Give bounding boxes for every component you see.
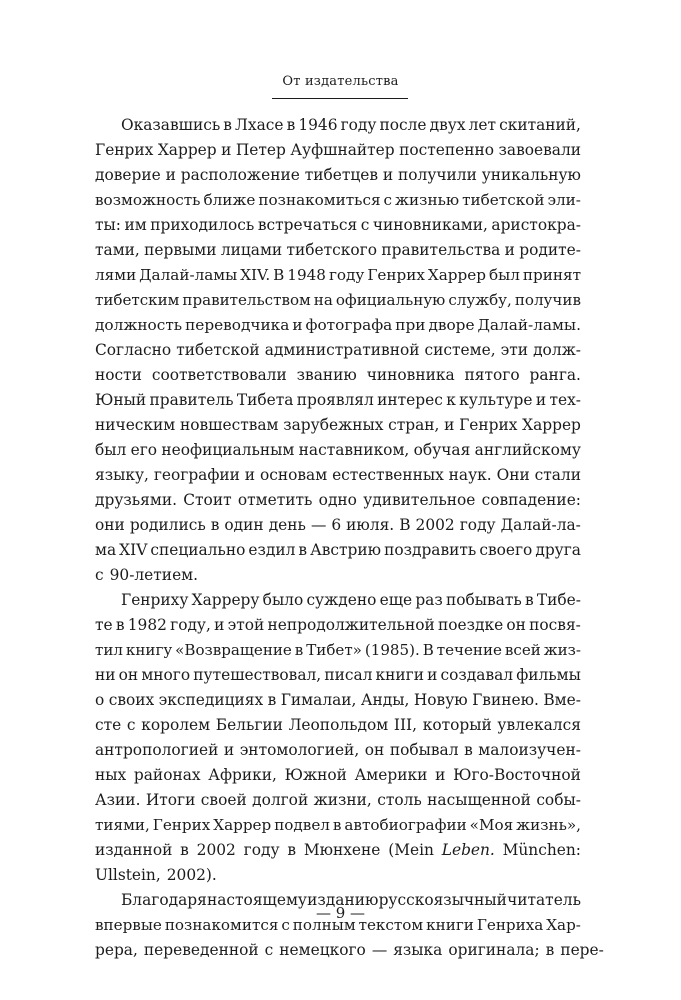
text-line: ты: им приходилось встречаться с чиновниками, аристокра- — [95, 216, 581, 234]
text-line: Оказавшись в Лхасе в 1946 году после двух лет скитаний, — [121, 116, 581, 134]
text-line: возможность ближе познакомиться с жизнью тибетской эли- — [95, 191, 581, 209]
text-line: тами, первыми лицами тибетского правительства и родите- — [95, 241, 581, 259]
text-line: Генриху Харреру было суждено еще раз побывать в Тибе- — [121, 591, 581, 609]
text-line: тил книгу «Возвращение в Тибет» (1985). В течение всей жиз- — [95, 641, 581, 659]
text-line: ни он много путешествовал, писал книги и создавал фильмы — [95, 666, 581, 684]
text-line: тибетским правительством на официальную службу, получив — [95, 291, 581, 309]
text-line: антропологией и энтомологией, он побывал в малоизучен- — [95, 741, 581, 759]
page-number: — 9 — — [315, 904, 366, 922]
text-line: изданной в 2002 году в Мюнхене (Mein Leben. München: — [95, 841, 581, 859]
text-line: о своих экспедициях в Гималаи, Анды, Новую Гвинею. Вме- — [95, 691, 581, 709]
text-line: ных районах Африки, Южной Америки и Юго-Восточной — [95, 766, 581, 784]
text-line: Благодаря настоящему изданию русскоязычный читатель — [121, 891, 581, 909]
text-line: ности соответствовали званию чиновника пятого ранга. — [95, 366, 581, 384]
text-line: ма XIV специально ездил в Австрию поздравить своего друга — [95, 541, 581, 559]
running-head-rule — [272, 98, 408, 99]
text-line: сте с королем Бельгии Леопольдом III, который увлекался — [95, 716, 581, 734]
text-line: Генрих Харрер и Петер Ауфшнайтер постепенно завоевали — [95, 141, 581, 159]
text-line: тиями, Генрих Харрер подвел в автобиографии «Моя жизнь», — [95, 816, 581, 834]
text-line: Юный правитель Тибета проявлял интерес к культуре и тех- — [95, 391, 581, 409]
text-line: Азии. Итоги своей долгой жизни, столь насыщенной собы- — [95, 791, 581, 809]
text-line: Ullstein, 2002). — [95, 866, 217, 884]
text-line: должность переводчика и фотографа при дворе Далай-ламы. — [95, 316, 581, 334]
text-line: доверие и расположение тибетцев и получили уникальную — [95, 166, 581, 184]
body-text — [95, 113, 604, 963]
text-line: друзьями. Стоит отметить одно удивительное совпадение: — [95, 491, 581, 509]
text-line: те в 1982 году, и этой непродолжительной поездке он посвя- — [95, 616, 581, 634]
text-line: с 90-летием. — [95, 566, 199, 584]
text-line: они родились в один день — 6 июля. В 2002 году Далай-ла- — [95, 516, 581, 534]
text-line: впервые познакомится с полным текстом книги Генриха Хар- — [95, 916, 581, 934]
text-line: языку, географии и основам естественных наук. Они стали — [95, 466, 581, 484]
text-line: Согласно тибетской административной системе, эти долж- — [95, 341, 581, 359]
text-line: ническим новшествам зарубежных стран, и Генрих Харрер — [95, 416, 581, 434]
text-line: лями Далай-ламы XIV. В 1948 году Генрих Харрер был принят — [95, 266, 581, 284]
text-line: рера, переведенной с немецкого — языка оригинала; в пере- — [95, 941, 604, 959]
running-head: От издательства — [282, 74, 399, 89]
text-line: был его неофициальным наставником, обучая английскому — [95, 441, 581, 459]
